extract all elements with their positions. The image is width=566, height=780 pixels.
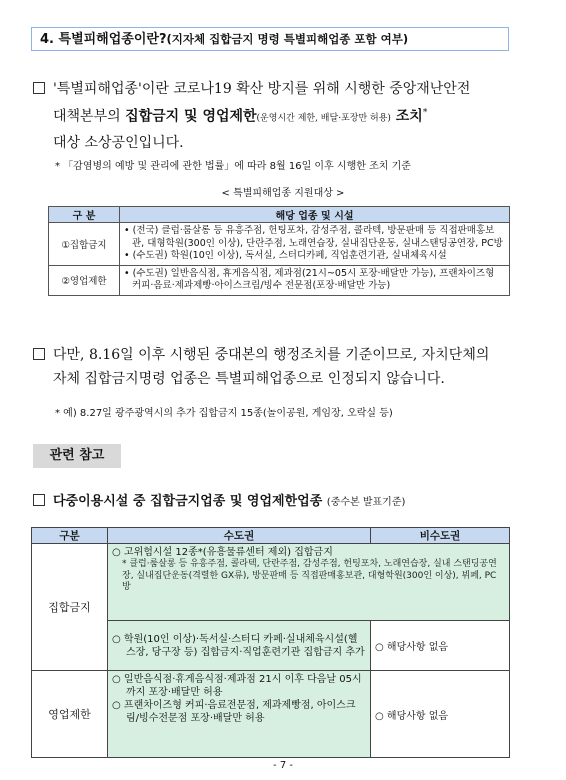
heading2-sub: (중수본 발표기준) (326, 497, 406, 508)
table2-header-non-capital: 비수도권 (371, 528, 510, 544)
table-row (49, 265, 510, 295)
table2-header-category: 구분 (32, 528, 108, 544)
list-item: • (수도권) 학원(10인 이상), 독서실, 스터디카페, 직업훈련기관, 실내체육시설 (124, 250, 447, 261)
para1-line3: 대상 소상공인입니다. (53, 134, 184, 151)
table1 (48, 206, 510, 296)
para1 (33, 77, 470, 155)
list-item: • (전국) 클럽·룸살롱 등 유흥주점, 헌팅포차, 감성주점, 콜라텍, 방문판매 등 직접판매홍보관, 대형학원(300인 이상), 단란주점, 노래연습장, 실내집단운동, 실내스탠딩공연장, PC방 (124, 225, 503, 249)
heading2 (33, 490, 405, 509)
checkbox-bullet-icon (33, 494, 45, 506)
table1-header-category: 구 분 (49, 207, 120, 223)
table-row (49, 223, 510, 266)
table1-caption: < 특별피해업종 지원대상 > (221, 188, 345, 199)
para2-line1: 다만, 8.16일 이후 시행된 중대본의 행정조치를 기준이므로, 자치단체의 (53, 347, 490, 363)
ban-item-1-note: * 클럽·룸살롱 등 유흥주점, 콜라텍, 단란주점, 감성주점, 헌팅포차, 노래연습장, 실내 스탠딩공연장, 실내집단운동(격렬한 GX류), 방문판매 등 직접판매홍보관, 대형학원(300인 이상), 뷔페, PC방 (122, 559, 497, 592)
table1-header-facilities: 해당 업종 및 시설 (120, 207, 510, 223)
restrict-item-1: ○ 일반음식점·휴게음식점·제과점 21시 이후 다음날 05시까지 포장·배달만 허용 (112, 674, 362, 698)
table1-row-category: ②영업제한 (49, 265, 120, 295)
table2-category-ban-text: 집합금지 (48, 600, 91, 614)
table2-category-ban (32, 544, 108, 671)
restrict-non-capital: ○ 해당사항 없음 (371, 671, 510, 758)
table1-row-category: ①집합금지 (49, 223, 120, 266)
para1-line2a: 대책본부의 (53, 108, 126, 125)
note1: * 「감염병의 예방 및 관리에 관한 법률」에 따라 8월 16일 이후 시행한 조치 기준 (55, 161, 411, 172)
ban-item-2: ○ 학원(10인 이상)·독서실·스터디 카페·실내체육시설(헬스장, 당구장 등) 집합금지·직업훈련기관 집합금지 추가 (112, 633, 365, 658)
para1-line2b: 집합금지 및 영업제한 (125, 108, 257, 125)
restrict-item-2: ○ 프랜차이즈형 커피·음료전문점, 제과제빵점, 아이스크림/빙수전문점 포장·배달만 허용 (112, 700, 356, 724)
checkbox-bullet-icon (33, 82, 45, 94)
ban-item-1: ○ 고위험시설 12종*(유흥물류센터 제외) 집합금지 (112, 547, 333, 558)
para1-footnote-mark: * (422, 108, 428, 118)
list-item: • (수도권) 일반음식점, 휴게음식점, 제과점(21시~05시 포장·배달만 가능), 프랜차이즈형 커피·음료·제과제빵·아이스크림/빙수 전문점(포장·배달만 가능) (124, 267, 495, 291)
heading2-main: 다중이용시설 중 집합금지업종 및 영업제한업종 (53, 494, 323, 509)
reference-label: 관련 참고 (33, 444, 121, 468)
table2-category-restrict-text: 영업제한 (48, 707, 91, 721)
para1-line2d: 조치 (390, 108, 423, 125)
note2: * 예) 8.27일 광주광역시의 추가 집합금지 15종(놀이공원, 게임장, 오락실 등) (55, 408, 393, 419)
para2 (33, 343, 489, 391)
table2-header-capital: 수도권 (108, 528, 371, 544)
page-number: - 7 - (273, 760, 293, 771)
ban-non-capital: ○ 해당사항 없음 (371, 621, 510, 671)
section-subtitle: (지자체 집합금지 명령 특별피해업종 포함 여부) (166, 32, 409, 46)
para1-line2c: (운영시간 제한, 배달·포장만 허용) (256, 113, 391, 124)
table2 (31, 527, 510, 758)
table-row (32, 671, 510, 758)
section-title-box (31, 27, 509, 51)
para2-line2: 자체 집합금지명령 업종은 특별피해업종으로 인정되지 않습니다. (53, 371, 445, 387)
para1-line1: '특별피해업종'이란 코로나19 확산 방지를 위해 시행한 중앙재난안전 (53, 81, 471, 97)
section-title: 4. 특별피해업종이란? (40, 32, 167, 47)
table2-category-restrict (32, 671, 108, 758)
checkbox-bullet-icon (33, 348, 45, 360)
table-row (32, 544, 510, 621)
